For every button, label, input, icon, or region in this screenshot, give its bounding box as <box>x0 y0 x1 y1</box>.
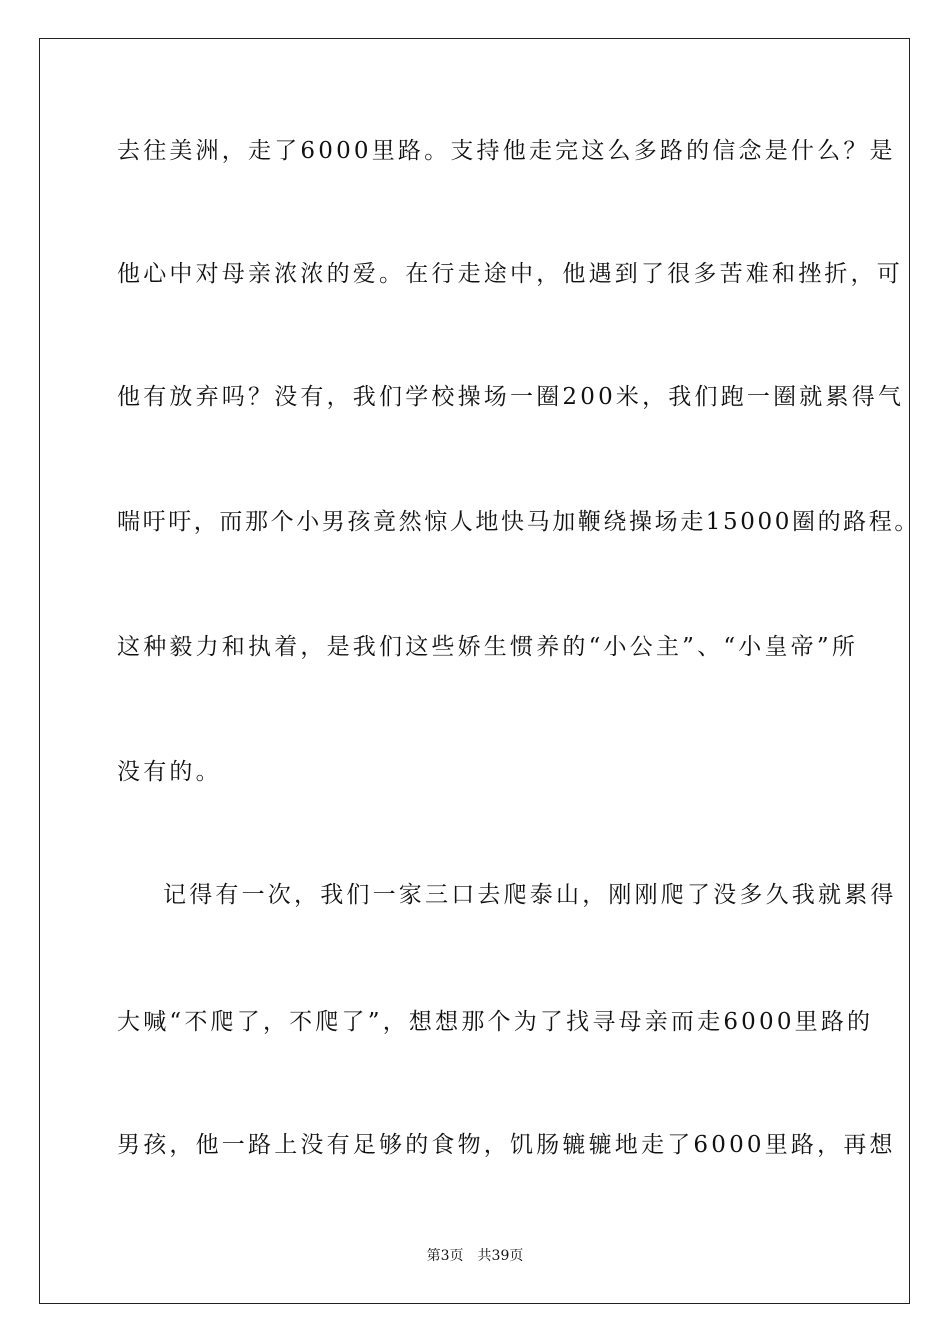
paragraph-first-line: 记得有一次，我们一家三口去爬泰山，刚刚爬了没多久我就累得 <box>163 882 897 908</box>
text-line: 喘吁吁，而那个小男孩竟然惊人地快马加鞭绕操场走15000圈的路程。 <box>117 509 920 535</box>
text-line: 他心中对母亲浓浓的爱。在行走途中，他遇到了很多苦难和挫折，可 <box>117 261 903 287</box>
text-line: 这种毅力和执着，是我们这些娇生惯养的“小公主”、“小皇帝”所 <box>117 634 859 660</box>
page-border <box>39 38 910 1304</box>
total-pages: 共39页 <box>477 1248 524 1264</box>
page-footer <box>0 1247 950 1265</box>
text-line: 男孩，他一路上没有足够的食物，饥肠辘辘地走了6000里路，再想 <box>117 1132 896 1158</box>
text-line: 大喊“不爬了，不爬了”，想想那个为了找寻母亲而走6000里路的 <box>117 1009 874 1035</box>
text-line: 他有放弃吗？没有，我们学校操场一圈200米，我们跑一圈就累得气 <box>117 384 905 410</box>
text-line: 没有的。 <box>117 759 222 785</box>
page-number: 第3页 <box>426 1248 464 1264</box>
text-line: 去往美洲，走了6000里路。支持他走完这么多路的信念是什么？是 <box>117 138 896 164</box>
